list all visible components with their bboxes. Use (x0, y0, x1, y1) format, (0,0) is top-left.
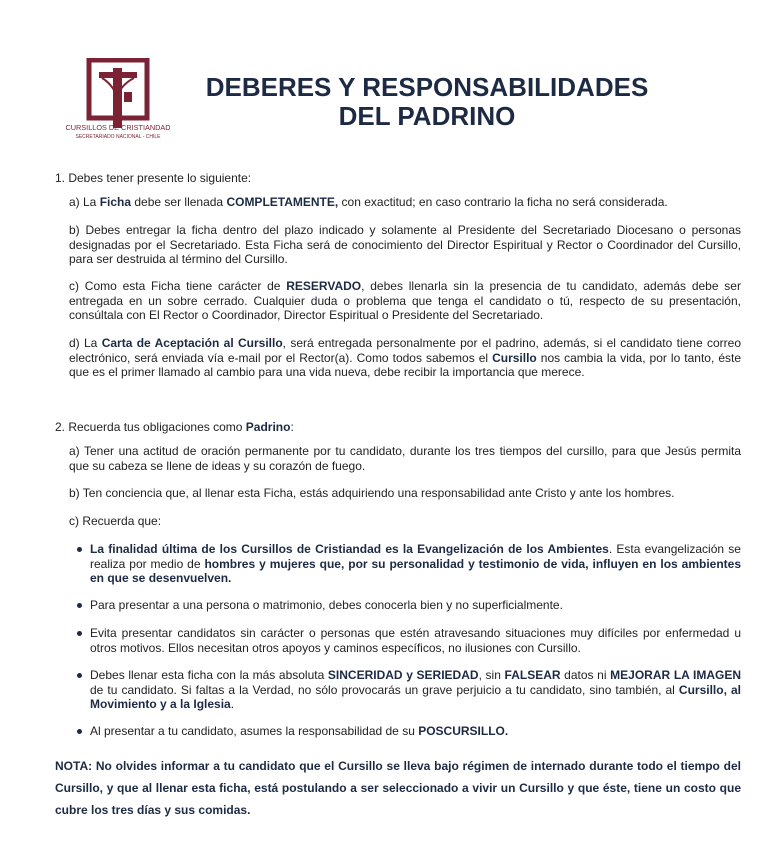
text-run: debe ser llenada (131, 195, 227, 209)
logo-line1: CURSILLOS DE CRISTIANDAD (66, 123, 170, 132)
nota-paragraph: NOTA: No olvides informar a tu candidato que el Cursillo se lleva bajo régimen de internado durante todo el tiempo del Cursillo, y que al llenar esta ficha, está postulando a ser seleccionado a vivir un Cursillo y que éste, tiene un costo que cubre los tres días y sus comidas. (55, 759, 741, 817)
bold-run: Carta de Aceptación al Cursillo (101, 336, 283, 350)
text-run: : (290, 420, 294, 434)
text-run: . Esta evangelización se realiza por medio de (90, 542, 741, 571)
bullet-item-2: Para presentar a una persona o matrimonio, debes conocerla bien y no superficialmente. (90, 598, 563, 612)
text-run: , sin (478, 668, 505, 682)
bold-run: COMPLETAMENTE, (226, 195, 339, 209)
section-1-item-d (69, 336, 741, 380)
section-1-item-a (69, 195, 741, 210)
section-2-item-a: a) Tener una actitud de oración permanente por tu candidato, durante los tres tiempos del cursillo, para que Jesús permita que su cabeza se llene de ideas y su corazón de fuego. (69, 444, 741, 473)
text-run: con exactitud; en caso contrario la ficha no será considerada. (338, 195, 668, 209)
bullet-item-1 (90, 542, 741, 586)
text-run: a) La (69, 195, 100, 209)
text-run: , debes llenarla sin la presencia de tu candidato, además debe ser entregada en un sobre cerrado. Cualquier duda o problema que tenga el candidato o tú, respecto de su presentación, consúltala con El Rector o Coordinador, Director Espiritual o Presidente del Secretariado. (69, 279, 741, 322)
bold-run: MEJORAR LA IMAGEN (610, 668, 742, 682)
section-1-heading: 1. Debes tener presente lo siguiente: (55, 171, 252, 185)
bullet-icon (77, 673, 82, 678)
text-run: Al presentar a tu candidato, asumes la responsabilidad de su (90, 724, 419, 738)
bullet-icon (77, 631, 82, 636)
text-run: datos ni (560, 668, 611, 682)
logo (66, 58, 170, 144)
bullet-item-4 (90, 668, 741, 712)
bold-run: SINCERIDAD y SERIEDAD (327, 668, 479, 682)
page-title (170, 73, 684, 131)
logo-line2: SECRETARIADO NACIONAL - CHILE (75, 134, 161, 140)
bullet-icon (77, 603, 82, 608)
text-run: Debes llenar esta ficha con la más absoluta (90, 668, 328, 682)
bold-run: Cursillo, al Movimiento y a la Iglesia (90, 682, 741, 711)
text-run: c) Como esta Ficha tiene carácter de (69, 279, 287, 293)
text-run: , será entregada personalmente por el padrino, además, si el candidato tiene correo electrónico, será enviada vía e-mail por el Rector(a). Como todos sabemos el (69, 336, 742, 365)
bold-run: Padrino (245, 420, 291, 434)
bold-run: POSCURSILLO. (418, 724, 509, 738)
section-1-item-b: b) Debes entregar la ficha dentro del plazo indicado y solamente al Presidente del Secretariado Diocesano o personas designadas por el Secretariado. Esta Ficha será de conocimiento del Director Espiritual y Rector o Coordinador del Cursillo, para ser destruida al término del Cursillo. (69, 223, 741, 266)
section-1-item-c (69, 279, 741, 323)
text-run: nos cambia la vida, por lo tanto, éste que es el primer llamado al cambio para una vida nueva, debe recibir la importancia que merece. (69, 350, 742, 379)
bold-run: RESERVADO (286, 279, 362, 293)
bold-run: FALSEAR (504, 668, 561, 682)
bold-run: Ficha (99, 195, 132, 209)
bold-run: La finalidad última de los Cursillos de Cristiandad es la Evangelización de los Ambientes (90, 542, 609, 556)
cross-logo-icon (66, 58, 170, 144)
section-2-item-b: b) Ten conciencia que, al llenar esta Ficha, estás adquiriendo una responsabilidad ante Cristo y ante los hombres. (69, 486, 675, 500)
section-2-heading (55, 420, 294, 435)
text-run: 2. Recuerda tus obligaciones como (55, 420, 246, 434)
bullet-icon (77, 547, 82, 552)
bold-run: hombres y mujeres que, por su personalidad y testimonio de vida, influyen en los ambientes en que se desenvuelven. (90, 556, 741, 585)
bullet-item-3: Evita presentar candidatos sin carácter o personas que estén atravesando situaciones muy difíciles por enfermedad u otros motivos. Ellos necesitan otros apoyos y caminos específicos, no ilusiones con Cursillo. (90, 626, 741, 655)
bold-run: Cursillo (492, 350, 537, 365)
text-run: . (230, 697, 235, 711)
section-2-item-c: c) Recuerda que: (69, 514, 162, 528)
title-line-1: DEBERES Y RESPONSABILIDADES (205, 72, 649, 102)
text-run: de tu candidato. Si faltas a la Verdad, no sólo provocarás un grave perjuicio a tu candidato, sino también, al (90, 682, 679, 697)
bullet-item-5 (90, 724, 741, 739)
text-run: d) La (69, 336, 102, 350)
title-line-2: DEL PADRINO (338, 101, 516, 131)
bullet-icon (77, 729, 82, 734)
